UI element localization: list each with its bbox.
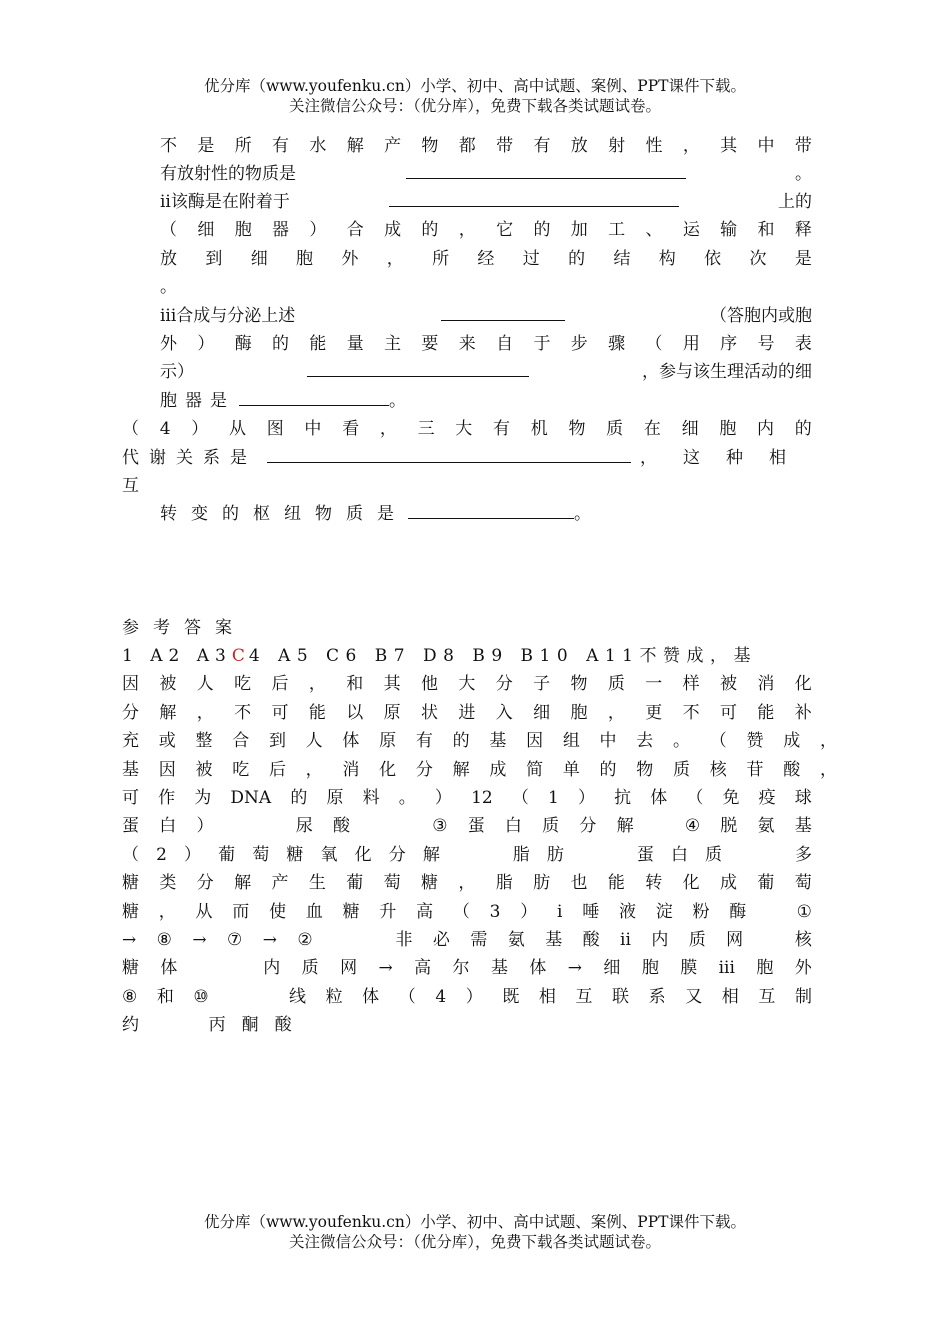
q-line-8: [160, 330, 812, 358]
answer-line-13: [122, 983, 812, 1011]
q12-end: ，这种相: [640, 448, 812, 468]
q-line-5-text: 放 到 细 胞 外 ， 所 经 过 的 结 构 依 次 是: [160, 249, 812, 269]
blank-metabolic-relation[interactable]: [267, 444, 631, 463]
answer-1-highlight: C: [231, 646, 245, 666]
blank-attached-organelle[interactable]: [389, 188, 679, 207]
footer-line-1: 优分库（www.youfenku.cn）小学、初中、高中试题、案例、PPT课件下载。: [203, 1213, 747, 1231]
q-line-8-text: 外 ） 酶 的 能 量 主 要 来 自 于 步 骤 （ 用 序 号 表: [160, 334, 812, 354]
q14-text: 转变的枢纽物质是: [160, 504, 408, 524]
q-line-1: [160, 132, 812, 160]
q-line-3: [160, 188, 812, 216]
answer-line-12-text: 糖 体 内 质 网 → 高 尔 基 体 → 细 胞 膜 iii 胞 外: [122, 958, 812, 978]
q-line-5: [160, 245, 812, 273]
answer-line-2-text: 因 被 人 吃 后 ， 和 其 他 大 分 子 物 质 一 样 被 消 化: [122, 674, 812, 694]
q-line-10: [160, 387, 812, 415]
answer-line-8-text: （ 2 ） 葡 萄 糖 氧 化 分 解 脂 肪 蛋 白 质 多: [122, 845, 812, 865]
answer-line-4: [122, 727, 837, 755]
q-line-4-text: （ 细 胞 器 ） 合 成 的 ， 它 的 加 工 、 运 输 和 释: [160, 220, 812, 240]
q9-end: ，参与该生理活动的细: [642, 362, 812, 382]
q3-text: ii该酶是在附着于: [160, 192, 290, 212]
answer-line-8: [122, 841, 812, 869]
q-line-11-text: （ 4 ） 从 图 中 看 ， 三 大 有 机 物 质 在 细 胞 内 的: [122, 419, 812, 439]
answer-line-5-text: 基 因 被 吃 后 ， 消 化 分 解 成 简 单 的 物 质 核 苷 酸 ，: [122, 760, 837, 780]
q-line-4: [160, 216, 812, 244]
q7-text: iii合成与分泌上述: [160, 306, 296, 326]
q-line-1-text: 不 是 所 有 水 解 产 物 都 带 有 放 射 性 ， 其 中 带: [160, 136, 812, 156]
answer-line-4-text: 充 或 整 合 到 人 体 原 有 的 基 因 组 中 去 。 （ 赞 成 ，: [122, 731, 837, 751]
blank-organelle[interactable]: [239, 387, 389, 406]
q9-text: 示）: [160, 362, 194, 382]
answer-line-1: [122, 642, 812, 670]
answer-line-11: [122, 926, 812, 954]
answers-title: 参考答案: [122, 618, 246, 638]
header-line-1: 优分库（www.youfenku.cn）小学、初中、高中试题、案例、PPT课件下载。: [203, 77, 747, 95]
q-line-6: [160, 273, 812, 301]
q6-text: 。: [160, 277, 177, 297]
footer-line-2: 关注微信公众号：（优分库），免费下载各类试题试卷。: [288, 1233, 661, 1251]
answer-line-3-text: 分 解 ， 不 可 能 以 原 状 进 入 细 胞 ， 更 不 可 能 补: [122, 703, 812, 723]
answer-1-prefix: 1 A2 A3: [122, 646, 232, 666]
q14-end: 。: [574, 504, 591, 524]
q12-text: 代谢关系是: [122, 448, 257, 468]
answer-line-2: [122, 670, 812, 698]
q2-end: 。: [795, 164, 812, 184]
q10-end: 。: [389, 391, 406, 411]
q-line-13: [122, 472, 812, 500]
answer-line-3: [122, 699, 812, 727]
answer-line-9-text: 糖 类 分 解 产 生 葡 萄 糖 ， 脂 肪 也 能 转 化 成 葡 萄: [122, 873, 812, 893]
answer-line-10: [122, 898, 812, 926]
blank-inside-outside[interactable]: [441, 302, 565, 321]
answer-line-13-text: ⑧ 和 ⑩ 线 粒 体 （ 4 ） 既 相 互 联 系 又 相 互 制: [122, 987, 812, 1007]
answer-line-6: [122, 784, 812, 812]
blank-step-number[interactable]: [307, 358, 529, 377]
answer-line-12: [122, 954, 812, 982]
answer-line-7-text: 蛋 白 ） 尿 酸 ③ 蛋 白 质 分 解 ④ 脱 氨 基: [122, 816, 812, 836]
q-line-11: [122, 415, 812, 443]
q7-end: （答胞内或胞: [710, 306, 812, 326]
q-line-2: [160, 160, 812, 188]
q-line-7: [160, 302, 812, 330]
blank-hub-substance[interactable]: [408, 500, 574, 519]
q3-end: 上的: [778, 192, 812, 212]
answer-line-5: [122, 756, 837, 784]
blank-radioactive-substance[interactable]: [406, 160, 686, 179]
answer-line-9: [122, 869, 812, 897]
answer-1-rest: 4 A5 C6 B7 D8 B9 B10 A11不赞成，基: [248, 646, 757, 666]
q13-text: 互: [122, 476, 139, 496]
q-line-14: [160, 500, 680, 528]
q-line-12: [122, 444, 812, 472]
answer-line-14-text: 约 丙 酮 酸: [122, 1015, 292, 1035]
answer-line-6-text: 可 作 为 DNA 的 原 料 。 ） 12 （ 1 ） 抗 体 （ 免 疫 球: [122, 788, 812, 808]
q10-text: 胞器是: [160, 391, 235, 411]
header-line-2: 关注微信公众号：（优分库），免费下载各类试题试卷。: [288, 97, 661, 115]
answer-line-10-text: 糖 ， 从 而 使 血 糖 升 高 （ 3 ） i 唾 液 淀 粉 酶 ①: [122, 902, 812, 922]
answer-line-11-text: → ⑧ → ⑦ → ② 非 必 需 氨 基 酸 ii 内 质 网 核: [122, 930, 812, 950]
answer-line-7: [122, 812, 812, 840]
q2-text: 有放射性的物质是: [160, 164, 296, 184]
answer-line-14: [122, 1011, 812, 1039]
q-line-9: [160, 358, 812, 386]
